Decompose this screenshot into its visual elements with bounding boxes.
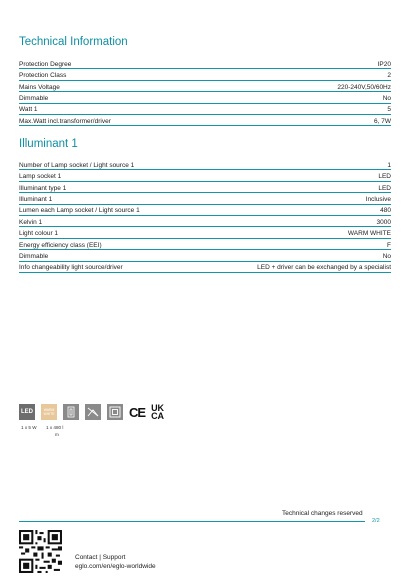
technical-changes-note: Technical changes reserved — [282, 510, 363, 517]
table-row: Number of Lamp socket / Light source 1 1 — [19, 159, 391, 170]
qr-code-icon — [19, 530, 62, 573]
table-row: Protection Degree IP20 — [19, 58, 391, 69]
lumen-label-wrap: m — [55, 432, 59, 437]
eglo-url-link[interactable]: eglo.com/en/eglo-worldwide — [75, 563, 156, 570]
table-row: Watt 1 5 — [19, 104, 391, 115]
warm-white-icon: WARM WHITE — [41, 404, 57, 420]
table-row: Lamp socket 1 LED — [19, 170, 391, 181]
led-icon: LED — [19, 404, 35, 420]
illuminant-table — [19, 159, 391, 273]
table-row: Protection Class 2 — [19, 69, 391, 80]
table-row: Energy efficiency class (EEI) F — [19, 239, 391, 250]
contact-block — [75, 553, 156, 571]
table-row: Kelvin 1 3000 — [19, 216, 391, 227]
no-dimmer-icon — [85, 404, 101, 420]
technical-info-table — [19, 58, 391, 126]
table-row: Illuminant 1 Inclusive — [19, 193, 391, 204]
technical-info-title: Technical Information — [19, 36, 128, 48]
table-row: Light colour 1 WARM WHITE — [19, 227, 391, 238]
protection-class-icon — [63, 404, 79, 420]
footer-divider — [19, 521, 365, 522]
table-row: Dimmable No — [19, 92, 391, 103]
ce-mark-icon: CE — [129, 404, 146, 420]
table-row: Illuminant type 1 LED — [19, 182, 391, 193]
table-row: Dimmable No — [19, 250, 391, 261]
product-icons — [19, 404, 164, 420]
page-number: 2/2 — [372, 518, 380, 524]
contact-support-link[interactable]: Contact | Support — [75, 554, 126, 561]
ukca-mark-icon: UK CA — [151, 403, 165, 421]
lumen-label: 1 x 480 l — [46, 425, 64, 430]
table-row: Lumen each Lamp socket / Light source 1 480 — [19, 205, 391, 216]
table-row: Mains Voltage 220-240V,50/60Hz — [19, 81, 391, 92]
led-watt-label: 1 x 5 W — [21, 425, 37, 430]
table-row: Info changeability light source/driver LED + driver can be exchanged by a specialist — [19, 262, 391, 273]
class-ii-icon — [107, 404, 123, 420]
illuminant-title: Illuminant 1 — [19, 138, 78, 150]
table-row: Max.Watt incl.transformer/driver 6, 7W — [19, 115, 391, 126]
